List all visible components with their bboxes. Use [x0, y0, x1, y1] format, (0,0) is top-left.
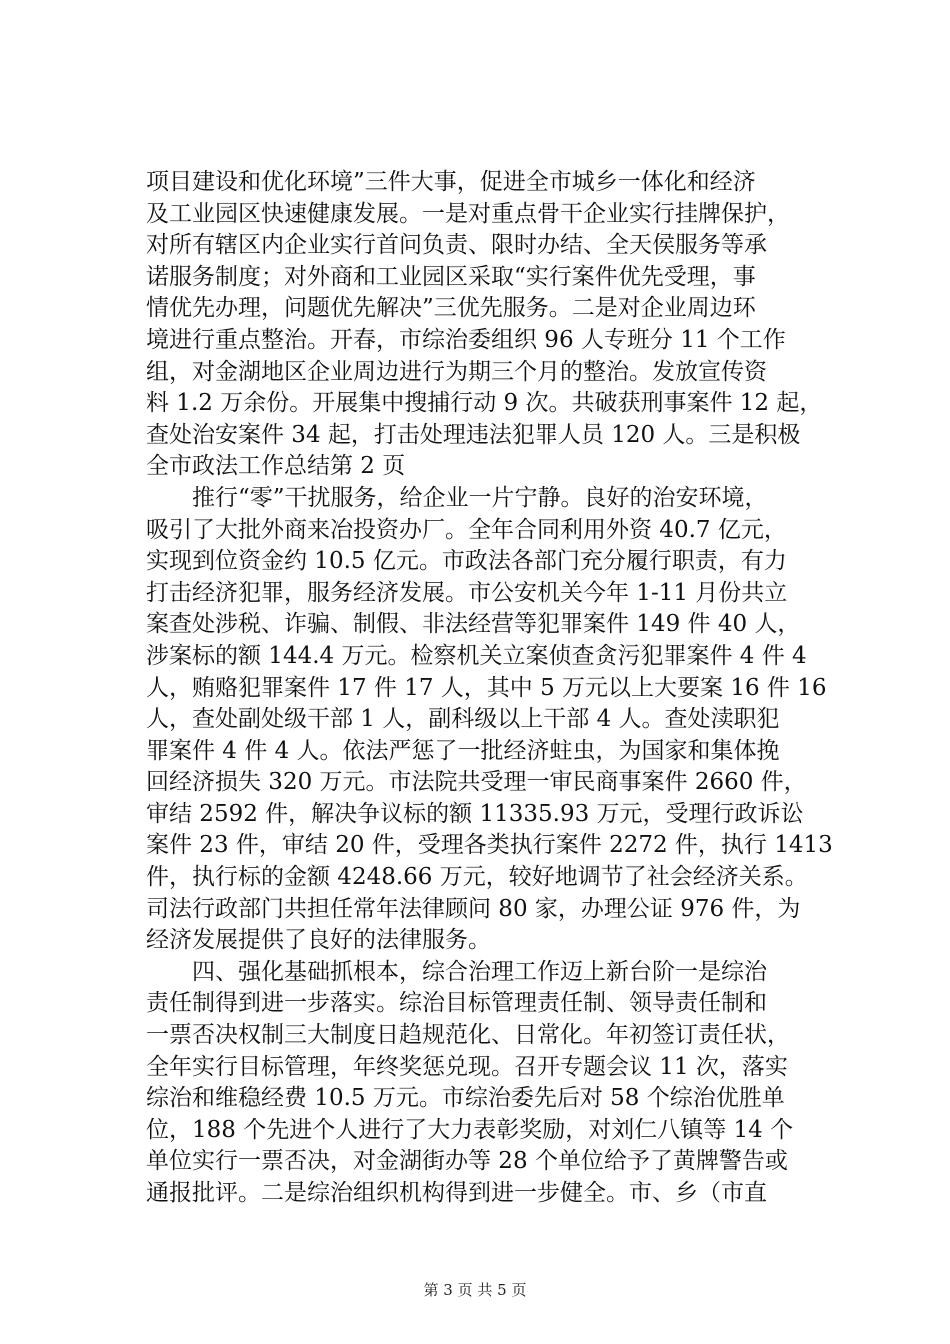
- text-line: 推行“零”干扰服务，给企业一片宁静。良好的治安环境，: [146, 484, 768, 511]
- text-line: 涉案标的额 144.4 万元。检察机关立案侦查贪污犯罪案件 4 件 4: [146, 642, 807, 669]
- text-line: 诺服务制度；对外商和工业园区采取“实行案件优先受理，事: [146, 263, 756, 290]
- text-line: 审结 2592 件，解决争议标的额 11335.93 万元，受理行政诉讼: [146, 800, 804, 827]
- text-line: 全年实行目标管理，年终奖惩兑现。召开专题会议 11 次，落实: [146, 1053, 788, 1080]
- text-line: 回经济损失 320 万元。市法院共受理一审民商事案件 2660 件，: [146, 769, 807, 796]
- text-line: 经济发展提供了良好的法律服务。: [146, 927, 491, 954]
- text-line: 料 1.2 万余份。开展集中搜捕行动 9 次。共破获刑事案件 12 起，: [146, 390, 823, 417]
- text-line: 罪案件 4 件 4 人。依法严惩了一批经济蛀虫，为国家和集体挽: [146, 737, 780, 764]
- text-line: 案查处涉税、诈骗、制假、非法经营等犯罪案件 149 件 40 人，: [146, 611, 801, 638]
- text-line: 组，对金湖地区企业周边进行为期三个月的整治。发放宣传资: [146, 358, 767, 385]
- text-line: 实现到位资金约 10.5 亿元。市政法各部门充分履行职责，有力: [146, 548, 787, 575]
- text-line: 项目建设和优化环境”三件大事，促进全市城乡一体化和经济: [146, 169, 756, 195]
- text-line: 全市政法工作总结第 2 页: [146, 453, 406, 480]
- text-line: 吸引了大批外商来冶投资办厂。全年合同利用外资 40.7 亿元，: [146, 516, 787, 543]
- text-line: 人，贿赂犯罪案件 17 件 17 人，其中 5 万元以上大要案 16 件 16: [146, 674, 827, 701]
- text-line: 及工业园区快速健康发展。一是对重点骨干企业实行挂牌保护，: [146, 200, 790, 227]
- text-line: 责任制得到进一步落实。综治目标管理责任制、领导责任制和: [146, 990, 767, 1017]
- text-line: 件，执行标的金额 4248.66 万元，较好地调节了社会经济关系。: [146, 864, 808, 891]
- text-line: 对所有辖区内企业实行首问负责、限时办结、全天侯服务等承: [146, 232, 767, 259]
- document-body: [146, 167, 846, 1210]
- text-line: 通报批评。二是综治组织机构得到进一步健全。市、乡（市直: [146, 1180, 767, 1206]
- text-line: 人，查处副处级干部 1 人，副科级以上干部 4 人。查处渎职犯: [146, 706, 780, 733]
- text-line: 情优先办理，问题优先解决”三优先服务。二是对企业周边环: [146, 295, 756, 322]
- text-line: 打击经济犯罪，服务经济发展。市公安机关今年 1-11 月份共立: [146, 579, 788, 606]
- text-line: 案件 23 件，审结 20 件，受理各类执行案件 2272 件，执行 1413: [146, 832, 833, 859]
- text-line: 位，188 个先进个人进行了大力表彰奖励，对刘仁八镇等 14 个: [146, 1116, 794, 1143]
- text-line: 单位实行一票否决，对金湖街办等 28 个单位给予了黄牌警告或: [146, 1148, 788, 1175]
- text-line: 司法行政部门共担任常年法律顾问 80 家，办理公证 976 件，为: [146, 895, 801, 922]
- text-line: 查处治安案件 34 起，打击处理违法犯罪人员 120 人。三是积极: [146, 421, 801, 448]
- text-line: 一票否决权制三大制度日趋规范化、日常化。年初签订责任状，: [146, 1022, 790, 1049]
- text-line: 四、强化基础抓根本，综合治理工作迈上新台阶一是综治: [146, 958, 767, 985]
- page-footer: 第 3 页 共 5 页: [423, 1281, 527, 1299]
- text-line: 境进行重点整治。开春，市综治委组织 96 人专班分 11 个工作: [146, 326, 786, 353]
- text-line: 综治和维稳经费 10.5 万元。市综治委先后对 58 个综治优胜单: [146, 1085, 785, 1112]
